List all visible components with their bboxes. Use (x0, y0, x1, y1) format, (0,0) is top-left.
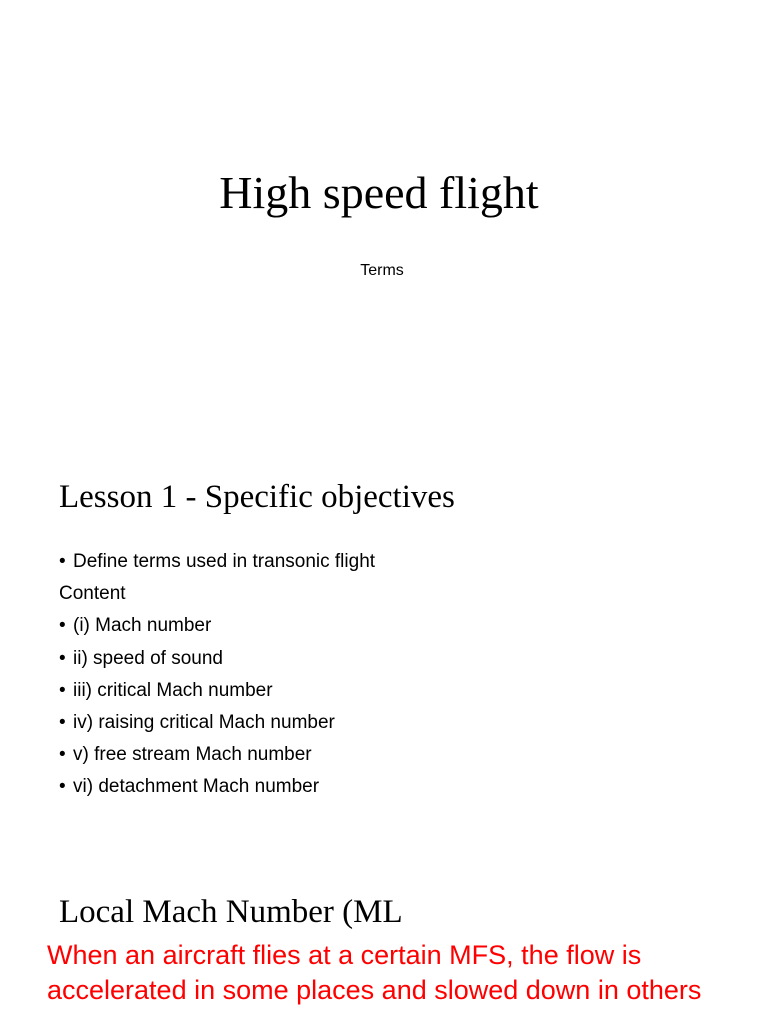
bullet-icon: • (59, 679, 66, 701)
objective-item (59, 546, 375, 578)
presentation-title: High speed flight (219, 167, 539, 218)
bullet-icon: • (59, 744, 66, 766)
slide-objectives (0, 432, 768, 864)
presentation-subtitle: Terms (360, 262, 404, 279)
list-item-text: iv) raising critical Mach number (73, 711, 335, 733)
objectives-list (59, 546, 375, 804)
content-heading: Content (59, 583, 126, 605)
slide-heading: Local Mach Number (ML (59, 894, 403, 930)
bullet-icon: • (59, 711, 66, 733)
objective-text: Define terms used in transonic flight (73, 551, 376, 572)
bullet-icon: • (59, 776, 66, 798)
list-item-text: iii) critical Mach number (73, 679, 273, 701)
slide-heading: Lesson 1 - Specific objectives (59, 479, 455, 515)
list-item (59, 739, 375, 771)
slide-body-text: When an aircraft flies at a certain MFS, the flow is accelerated in some places and slowed down in others (47, 940, 702, 1005)
list-item (59, 643, 375, 675)
bullet-icon: • (59, 551, 66, 572)
bullet-icon: • (59, 647, 66, 669)
slide-local-mach (0, 864, 768, 1024)
list-item (59, 675, 375, 707)
list-item-text: v) free stream Mach number (73, 744, 312, 766)
slide-title-page (0, 0, 768, 432)
list-item-text: vi) detachment Mach number (73, 776, 320, 798)
list-item (59, 610, 375, 642)
list-item (59, 771, 375, 803)
list-item (59, 707, 375, 739)
bullet-icon: • (59, 615, 66, 637)
list-item-text: ii) speed of sound (73, 647, 223, 669)
list-item-text: (i) Mach number (73, 615, 212, 637)
